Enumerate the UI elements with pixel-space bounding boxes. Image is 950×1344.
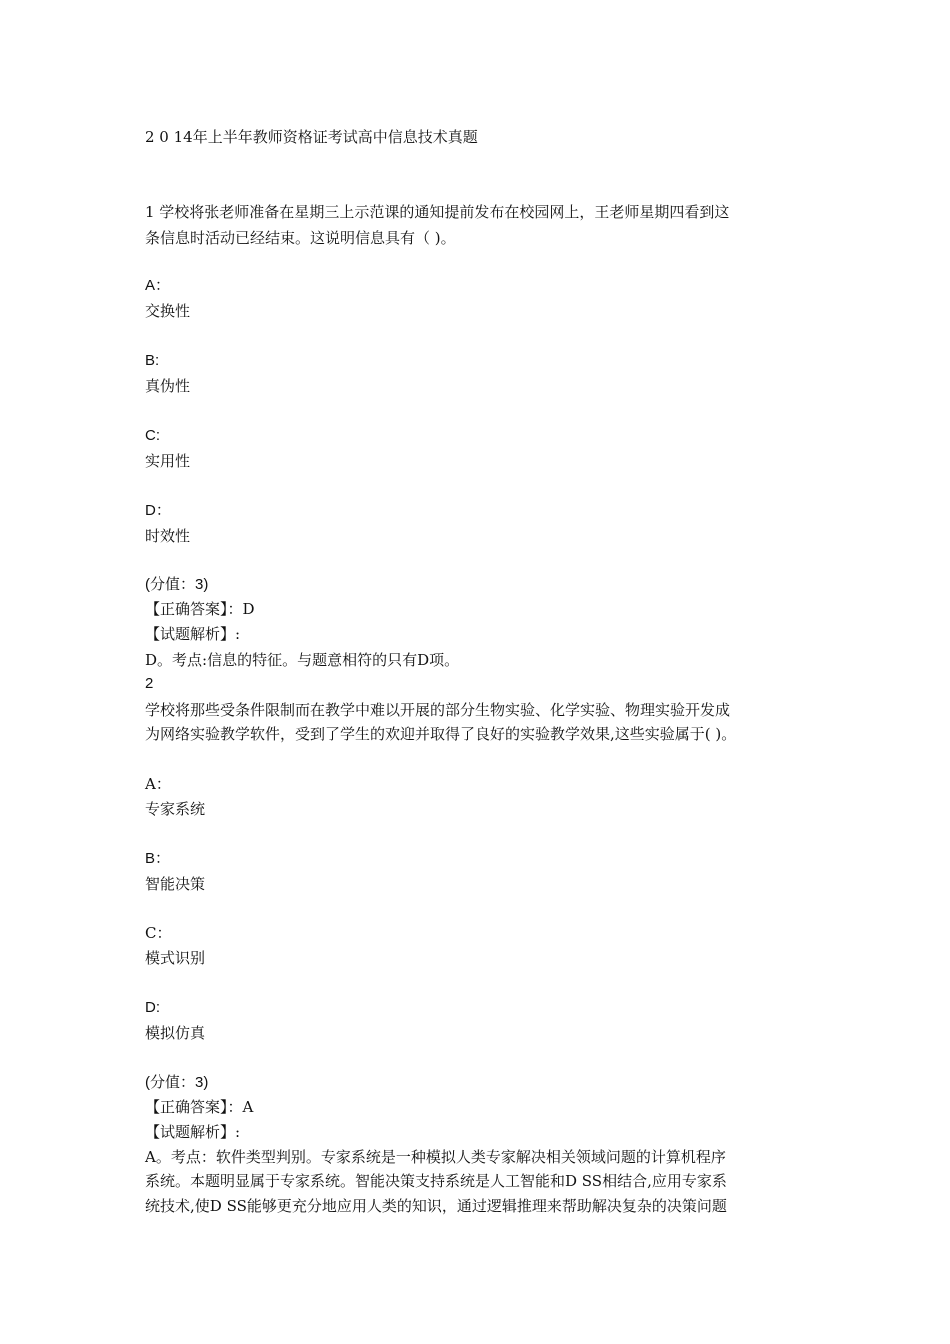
q2-option-c-label: C： bbox=[145, 924, 172, 942]
q2-answer: 【正确答案】：A bbox=[145, 1098, 254, 1116]
q1-score: (分值：3) bbox=[145, 576, 209, 593]
q2-option-d-label: D: bbox=[145, 999, 160, 1016]
q1-analysis-line1: D。考点:信息的特征。与题意相符的只有D项。 bbox=[145, 651, 460, 669]
q1-option-b-text: 真伪性 bbox=[145, 377, 191, 395]
q1-option-a-label: A： bbox=[145, 277, 171, 294]
q2-option-b-text: 智能决策 bbox=[145, 875, 206, 893]
q1-stem-line2: 条信息时活动已经结束。这说明信息具有（ )。 bbox=[145, 229, 456, 247]
q2-option-d-text: 模拟仿真 bbox=[145, 1024, 206, 1042]
q2-score: (分值：3) bbox=[145, 1074, 209, 1091]
q2-stem-line2: 为网络实验教学软件，受到了学生的欢迎并取得了良好的实验教学效果,这些实验属于( )。 bbox=[145, 725, 737, 743]
q2-number: 2 bbox=[145, 675, 154, 692]
q2-option-c-text: 模式识别 bbox=[145, 949, 206, 967]
q2-option-a-label: A： bbox=[145, 775, 171, 793]
q1-option-a-text: 交换性 bbox=[145, 302, 191, 320]
q1-option-b-label: B: bbox=[145, 352, 160, 369]
q2-analysis-line1: A。考点：软件类型判别。专家系统是一种模拟人类专家解决相关领域问题的计算机程序 bbox=[145, 1148, 726, 1166]
q2-analysis-line3: 统技术,使D SS能够更充分地应用人类的知识，通过逻辑推理来帮助解决复杂的决策问题 bbox=[145, 1197, 727, 1215]
q1-option-c-label: C: bbox=[145, 427, 160, 444]
q2-option-a-text: 专家系统 bbox=[145, 800, 206, 818]
q2-option-b-label: B： bbox=[145, 850, 171, 867]
q1-option-d-label: D： bbox=[145, 502, 171, 519]
q1-analysis-label: 【试题解析】: bbox=[145, 625, 241, 643]
q1-answer: 【正确答案】：D bbox=[145, 600, 255, 618]
q2-analysis-line2: 系统。本题明显属于专家系统。智能决策支持系统是人工智能和D SS相结合,应用专家系 bbox=[145, 1172, 727, 1190]
q1-stem-line1: 1 学校将张老师准备在星期三上示范课的通知提前发布在校园网上，王老师星期四看到这 bbox=[145, 203, 730, 221]
q2-analysis-label: 【试题解析】: bbox=[145, 1123, 241, 1141]
q1-option-d-text: 时效性 bbox=[145, 527, 191, 545]
document-title: 2 0 14年上半年教师资格证考试高中信息技术真题 bbox=[145, 128, 478, 146]
q2-stem-line1: 学校将那些受条件限制而在教学中难以开展的部分生物实验、化学实验、物理实验开发成 bbox=[145, 701, 731, 719]
q1-option-c-text: 实用性 bbox=[145, 452, 191, 470]
